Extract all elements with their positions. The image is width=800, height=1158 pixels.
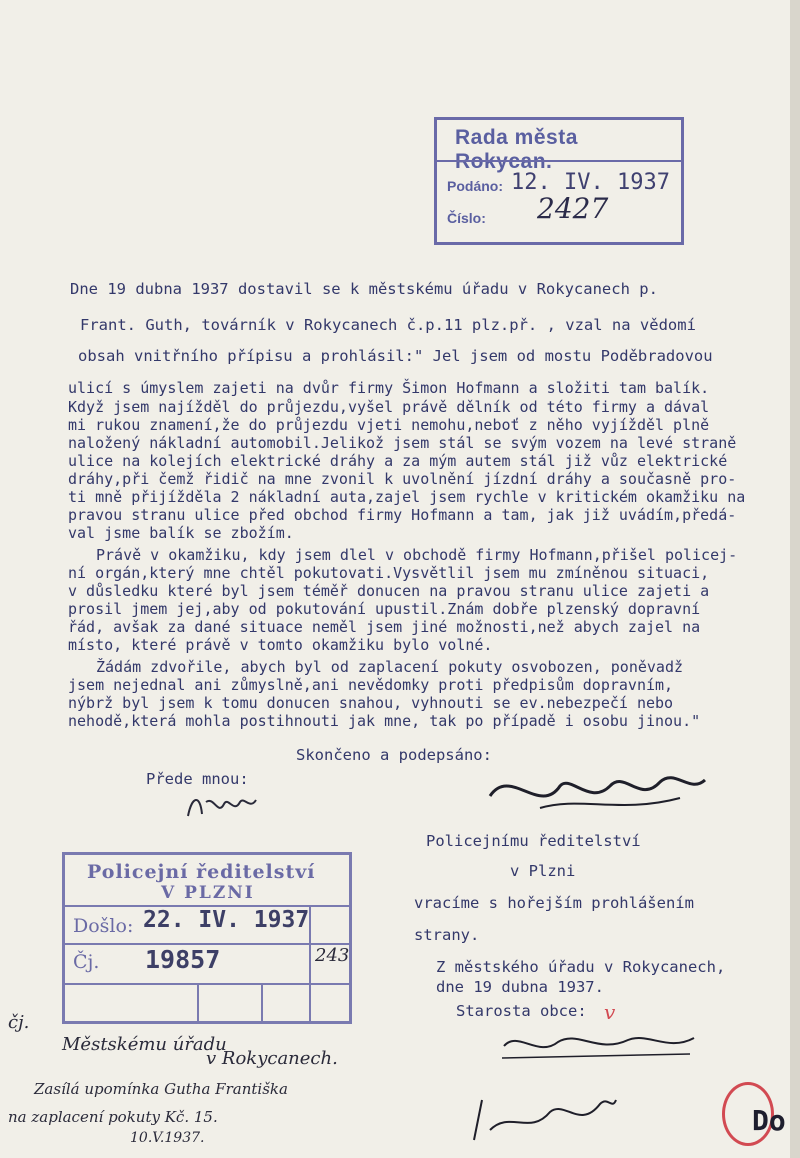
- closing-text: Skončeno a podepsáno:: [296, 746, 492, 764]
- cislo-value: 2427: [537, 192, 609, 225]
- stamp-column-rule: [309, 905, 311, 1021]
- stamp-divider: [437, 160, 681, 162]
- body-line: v důsledku které byl jsem téměř donucen na pravou stranu ulice zajeti a: [68, 582, 710, 600]
- stamp-rule: [65, 983, 349, 985]
- red-check-mark: v: [604, 1000, 616, 1024]
- body-line: obsah vnitřního přípisu a prohlásil:" Jel jsem od mostu Poděbradovou: [78, 347, 713, 365]
- stamp-column-rule: [261, 983, 263, 1021]
- starosta-signature: [498, 1024, 698, 1064]
- body-line: nýbrž byl jsem k tomu donucen snahou, vyhnouti se ev.nebezpečí nebo: [68, 694, 674, 712]
- city-council-stamp: [434, 117, 684, 245]
- body-line: val jsme balík se zbožím.: [68, 524, 294, 542]
- podano-value: 12. IV. 1937: [511, 170, 670, 195]
- body-line: Dne 19 dubna 1937 dostavil se k městskému úřadu v Rokycanech p.: [70, 280, 658, 298]
- body-line: pravou stranu ulice před obchod firmy Hofmann a tam, jak již uvádím,předá-: [68, 506, 737, 524]
- address-line: v Plzni: [510, 862, 576, 880]
- body-line: Žádám zdvořile, abych byl od zaplacení pokuty osvobozen, poněvadž: [96, 658, 683, 676]
- address-line: strany.: [414, 926, 480, 944]
- doslo-label: Došlo:: [73, 915, 134, 937]
- body-line: ti mně přijížděla 2 nákladní auta,zajel jsem rychle v kritickém okamžiku na: [68, 488, 746, 506]
- do-mark: Do: [752, 1104, 786, 1137]
- receipt-annotation: [470, 1090, 620, 1150]
- address-line: dne 19 dubna 1937.: [436, 978, 604, 996]
- body-line: dráhy,při čemž řidič na mne zvonil k uvolnění jízdní dráhy a současně pro-: [68, 470, 737, 488]
- police-stamp-title: Policejní ředitelství: [87, 861, 316, 883]
- address-line: Z městského úřadu v Rokycanech,: [436, 958, 726, 976]
- handwritten-note: na zaplacení pokuty Kč. 15.: [8, 1108, 218, 1126]
- body-line: mi rukou znamení,že do průjezdu vjeti nemohu,neboť z něho vyjížděl plně: [68, 416, 710, 434]
- body-line: jsem nejednal ani zůmyslně,ani nevědomky proti předpisům dopravním,: [68, 676, 674, 694]
- handwritten-note: Zasílá upomínka Gutha Františka: [34, 1080, 288, 1098]
- body-line: řád, avšak za dané situace neměl jsem jiné možnosti,než abych zajel na: [68, 618, 701, 636]
- cislo-label: Číslo:: [447, 210, 486, 226]
- body-line: Frant. Guth, továrník v Rokycanech č.p.11 plz.př. , vzal na vědomí: [80, 316, 696, 334]
- body-line: ulicí s úmyslem zajeti na dvůr firmy Šimon Hofmann a složiti tam balík.: [68, 379, 710, 397]
- cj-value: 19857: [145, 945, 221, 974]
- podano-label: Podáno:: [447, 178, 503, 194]
- prede-mnou-label: Přede mnou:: [146, 770, 249, 788]
- stamp-column-rule: [197, 983, 199, 1021]
- address-line: Starosta obce:: [456, 1002, 587, 1020]
- address-line: vracíme s hořejším prohlášením: [414, 894, 694, 912]
- scan-edge: [790, 0, 800, 1158]
- official-signature: [180, 786, 260, 826]
- body-line: Když jsem najížděl do průjezdu,vyšel právě dělník od této firmy a dával: [68, 398, 710, 416]
- stamp-title: Rada města Rokycan.: [455, 126, 578, 173]
- cj-handwritten: čj.: [8, 1012, 30, 1033]
- body-line: nehodě,která mohla postihnouti jak mne, tak po případě i osobu jinou.": [68, 712, 701, 730]
- body-line: ulice na kolejích elektrické dráhy a za mým autem stál již vůz elektrické: [68, 452, 728, 470]
- handwritten-note: Městskému úřadu: [62, 1034, 227, 1055]
- body-line: Právě v okamžiku, kdy jsem dlel v obchodě firmy Hofmann,přišel policej-: [96, 546, 738, 564]
- guth-signature: [480, 756, 710, 826]
- address-line: Policejnímu ředitelství: [426, 832, 641, 850]
- body-line: naložený nákladní automobil.Jelikož jsem stál se svým vozem na levé straně: [68, 434, 737, 452]
- body-line: prosil jmem jej,aby od pokutování upustil.Znám dobře plzenský dopravní: [68, 600, 701, 618]
- body-line: ní orgán,který mne chtěl pokutovati.Vysvětlil jsem mu zmíněnou situaci,: [68, 564, 710, 582]
- side-number: 243: [315, 945, 350, 966]
- police-receipt-stamp: [62, 852, 352, 1024]
- handwritten-date: 10.V.1937.: [130, 1130, 205, 1146]
- doslo-value: 22. IV. 1937: [143, 907, 310, 933]
- cj-label: Čj.: [73, 951, 100, 973]
- body-line: místo, které právě v tomto okamžiku bylo volné.: [68, 636, 493, 654]
- police-stamp-subtitle: V PLZNI: [161, 883, 255, 903]
- handwritten-note: v Rokycanech.: [206, 1048, 338, 1069]
